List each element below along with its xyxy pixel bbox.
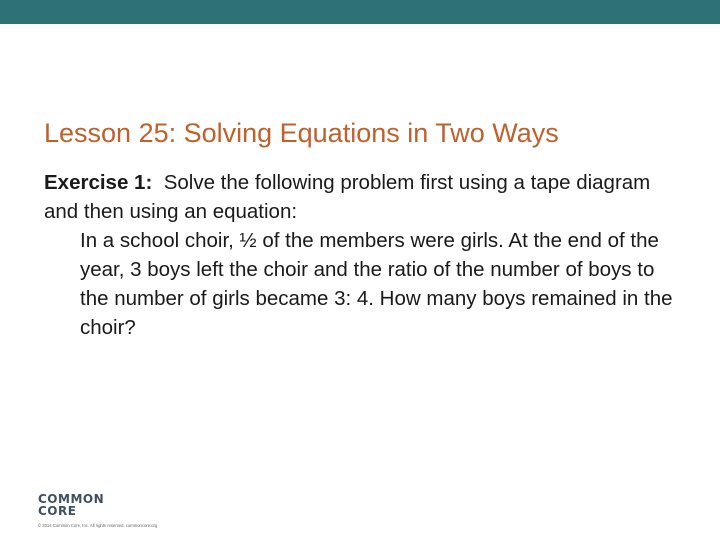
logo-line-core: CORE: [38, 504, 77, 518]
top-banner-bar: [0, 0, 720, 24]
copyright-footer: © 2014 Common Core, Inc. All rights reserved. commoncore.org: [38, 523, 158, 528]
slide-body: [44, 168, 684, 342]
problem-text: In a school choir, ½ of the members were girls. At the end of the year, 3 boys left the choir and the ratio of the number of boys to the number of girls became 3: 4. How many boys remained in the choir?: [80, 229, 673, 339]
exercise-paragraph: [44, 168, 684, 226]
logo-line-common: COMMON: [38, 492, 105, 506]
common-core-logo: [38, 493, 104, 517]
exercise-label: Exercise 1:: [44, 171, 153, 194]
exercise-instruction: Solve the following problem first using a tape diagram and then using an equation:: [44, 171, 651, 223]
slide-title: Lesson 25: Solving Equations in Two Ways: [44, 118, 559, 148]
